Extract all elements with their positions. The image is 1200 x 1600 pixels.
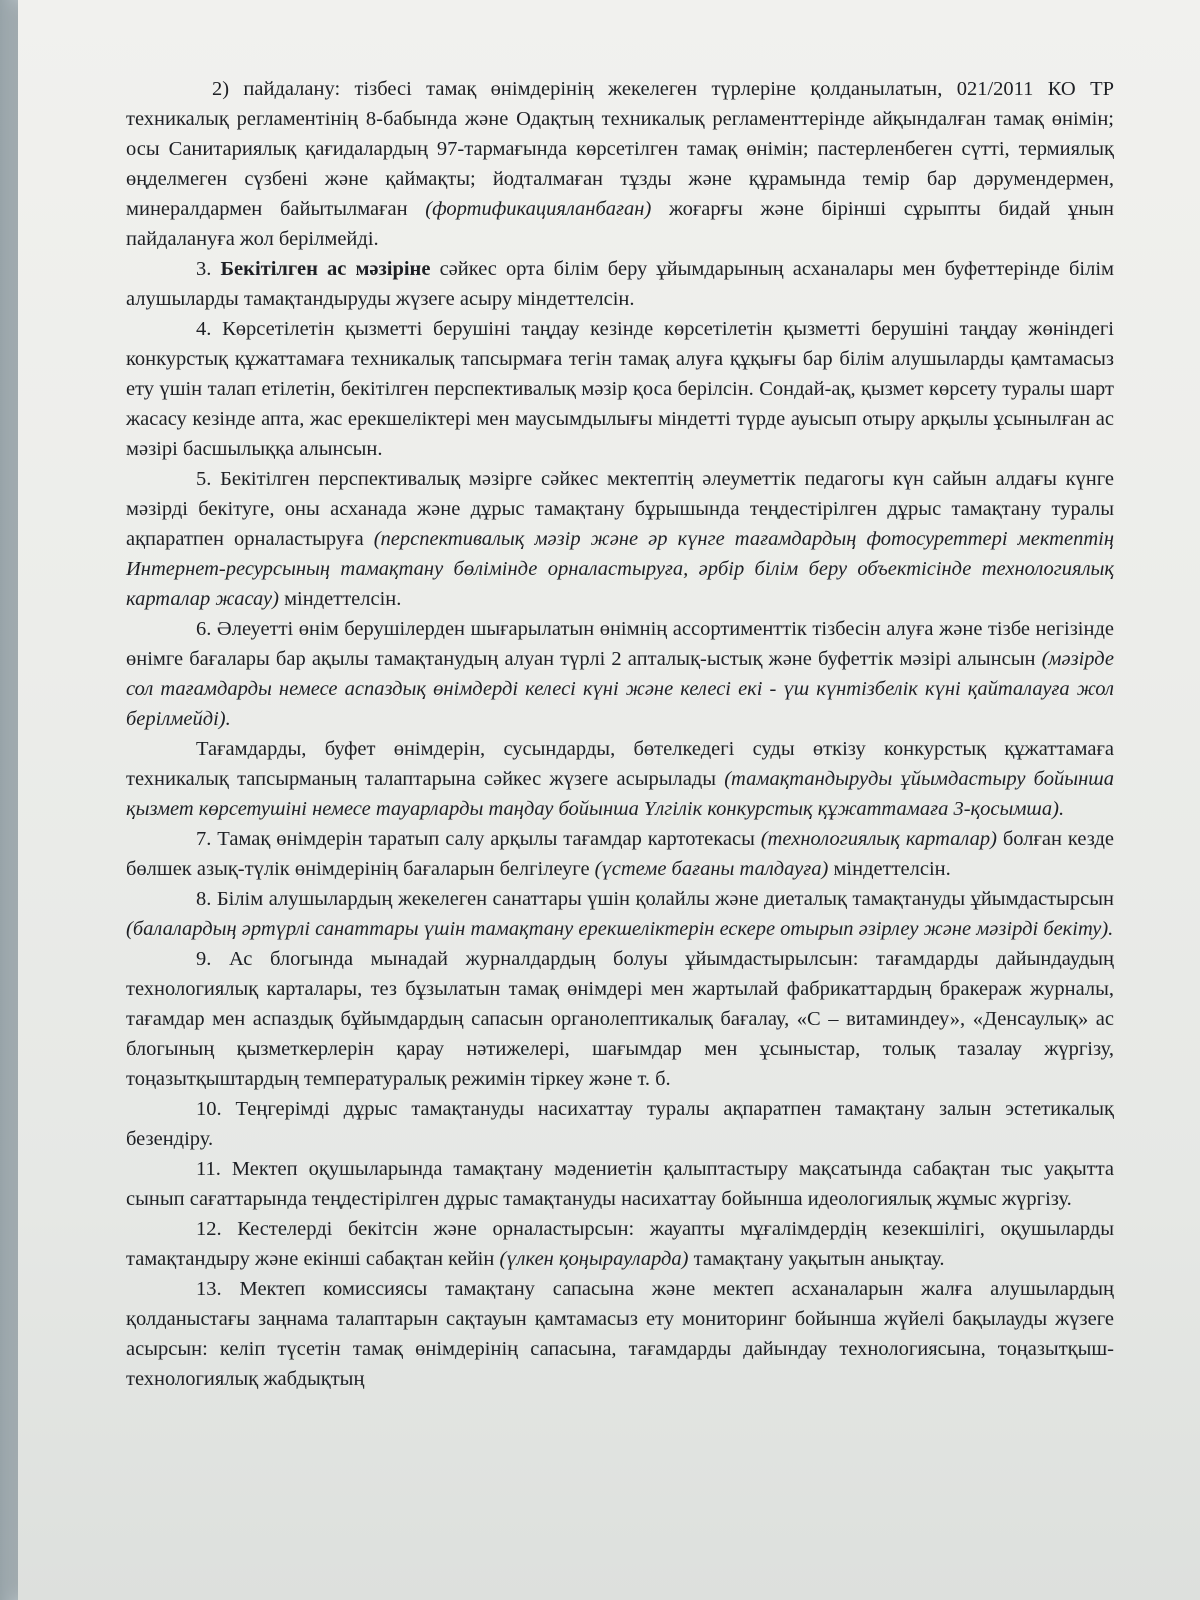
- document-body: [126, 74, 1114, 1394]
- paragraph-text: міндеттелсін.: [828, 858, 951, 880]
- paragraph: [126, 314, 1114, 464]
- background-edge: [0, 0, 18, 1600]
- italic-text: (фортификацияланбаған): [425, 198, 652, 220]
- paragraph: [126, 614, 1114, 734]
- paragraph-text: жоғарғы және бірінші сұрыпты бидай ұнын пайдалануға жол берілмейді.: [126, 198, 1114, 250]
- italic-text: (мәзірде сол тағамдарды немесе аспаздық өнімдерді келесі күні және келесі екі - үш күнтізбелік күні қайталауға жол берілмейді).: [126, 648, 1114, 730]
- paragraph: [126, 464, 1114, 614]
- document-page: [18, 0, 1200, 1600]
- paragraph-text: 3.: [196, 258, 221, 280]
- paragraph-text: 2) пайдалану: тізбесі тамақ өнімдерінің жекелеген түрлеріне қолданылатын, 021/2011 КО ТР техникалық регламентінің 8-бабында және Одақтың техникалық регламенттерінде айқындалған тамақ өнімін; осы Санитариялық қағидалардың 97-тармағында көрсетілген тамақ өнімін; пастерленбеген сүтті, термиялық өңделмеген сүзбені және қаймақты; йодталмаған тұзды және құрамында темір бар дәрумендермен, минералдармен байытылмаған: [126, 78, 1114, 220]
- bold-text: Бекітілген ас мәзіріне: [220, 258, 431, 280]
- paragraph-text: сәйкес орта білім беру ұйымдарының асханалары мен буфеттерінде білім алушыларды тамақтандыруды жүзеге асыру міндеттелсін.: [126, 258, 1115, 310]
- italic-text: (балалардың әртүрлі санаттары үшін тамақтану ерекшеліктерін ескере отырып әзірлеу және мәзірді бекіту).: [126, 918, 1114, 940]
- italic-text: (үлкен қоңырауларда): [499, 1248, 689, 1270]
- paragraph: [126, 74, 1114, 254]
- italic-text: (тамақтандыруды ұйымдастыру бойынша қызмет көрсетушіні немесе тауарларды таңдау бойынша Үлгілік конкурстық құжаттамаға 3-қосымша).: [126, 768, 1114, 820]
- paragraph-text: болған кезде бөлшек азық-түлік өнімдерінің бағаларын белгілеуге: [126, 828, 1114, 880]
- paragraph-text: 13. Мектеп комиссиясы тамақтану сапасына және мектеп асханаларын жалға алушылардың қолданыстағы заңнама талаптарын сақтауын қамтамасыз ету мониторинг бойынша жүйелі бақылауды жүзеге асырсын: келіп түсетін тамақ өнімдерінің сапасына, тағамдарды дайындау технологиясына, тоңазытқыш-технологиялық жабдықтың: [126, 1278, 1114, 1390]
- paragraph-text: міндеттелсін.: [278, 588, 402, 610]
- paragraph: [126, 1214, 1114, 1274]
- italic-text: (технологиялық карталар): [760, 828, 997, 850]
- paragraph: [126, 944, 1114, 1094]
- paragraph-text: 4. Көрсетілетін қызметті берушіні таңдау кезінде көрсетілетін қызметті берушіні таңдау жөніндегі конкурстық құжаттамаға техникалық тапсырмаға тегін тамақ алуға құқығы бар білім алушыларды қамтамасыз ету үшін талап етілетін, бекітілген перспективалық мәзір қоса берілсін. Сондай-ақ, қызмет көрсету туралы шарт жасасу кезінде апта, жас ерекшеліктері мен маусымдылығы міндетті түрде ауысып отыру арқылы ұсынылған ас мәзірі басшылыққа алынсын.: [126, 318, 1114, 460]
- paragraph: [126, 1094, 1114, 1154]
- paragraph-text: Тағамдарды, буфет өнімдерін, сусындарды, бөтелкедегі суды өткізу конкурстық құжаттамаға техникалық тапсырманың талаптарына сәйкес жүзеге асырылады: [126, 738, 1114, 790]
- paragraph-text: 8. Білім алушылардың жекелеген санаттары үшін қолайлы және диеталық тамақтануды ұйымдастырсын: [196, 888, 1114, 910]
- paragraph: [126, 254, 1114, 314]
- italic-text: (перспективалық мәзір және әр күнге тағамдардың фотосуреттері мектептің Интернет-ресурсының тамақтану бөлімінде орналастыруға, әрбір білім беру объектісінде технологиялық карталар жасау): [126, 528, 1114, 610]
- paragraph-text: 11. Мектеп оқушыларында тамақтану мәдениетін қалыптастыру мақсатында сабақтан тыс уақытта сынып сағаттарында теңдестірілген дұрыс тамақтануды насихаттау бойынша идеологиялық жұмыс жүргізу.: [126, 1158, 1114, 1210]
- paragraph-text: 9. Ас блогында мынадай журналдардың болуы ұйымдастырылсын: тағамдарды дайындаудың технологиялық карталары, тез бұзылатын тамақ өнімдері мен жартылай фабрикаттардың бракераж журналы, тағамдар мен аспаздық бұйымдардың сапасын органолептикалық бағалау, «С – витаминдеу», «Денсаулық» ас блогының қызметкерлерін қарау нәтижелері, шағымдар мен ұсыныстар, толық тазалау жүргізу, тоңазытқыштардың температуралық режимін тіркеу және т. б.: [126, 948, 1114, 1090]
- paragraph: [126, 1154, 1114, 1214]
- paragraph: [126, 884, 1114, 944]
- paragraph-text: 7. Тамақ өнімдерін таратып салу арқылы тағамдар картотекасы: [196, 828, 761, 850]
- italic-text: (үстеме бағаны талдауға): [594, 858, 829, 880]
- paragraph-text: тамақтану уақытын анықтау.: [688, 1248, 945, 1270]
- paragraph: [126, 824, 1114, 884]
- paragraph-text: 5. Бекітілген перспективалық мәзірге сәйкес мектептің әлеуметтік педагогы күн сайын алдағы күнге мәзірді бекітуге, оны асханада және дұрыс тамақтану бұрышында теңдестірілген дұрыс тамақтану туралы ақпаратпен орналастыруға: [126, 468, 1114, 550]
- paragraph: [126, 734, 1114, 824]
- paragraph-text: 12. Кестелерді бекітсін және орналастырсын: жауапты мұғалімдердің кезекшілігі, оқушыларды тамақтандыру және екінші сабақтан кейін: [126, 1218, 1114, 1270]
- paragraph: [126, 1274, 1114, 1394]
- paragraph-text: 6. Әлеуетті өнім берушілерден шығарылатын өнімнің ассортименттік тізбесін алуға және тізбе негізінде өнімге бағалары бар ақылы тамақтанудың алуан түрлі 2 апталық-ыстық және буфеттік мәзірі алынсын: [126, 618, 1114, 670]
- paragraph-text: 10. Теңгерімді дұрыс тамақтануды насихаттау туралы ақпаратпен тамақтану залын эстетикалық безендіру.: [126, 1098, 1114, 1150]
